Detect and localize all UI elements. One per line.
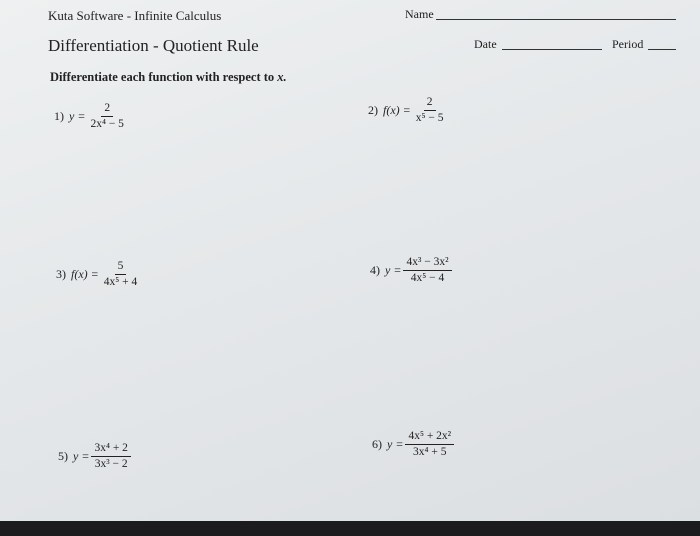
- numerator: 4x³ − 3x²: [403, 256, 451, 271]
- fraction: [405, 430, 454, 459]
- fraction: [413, 96, 447, 125]
- problem-number: 1): [54, 109, 64, 123]
- problem-lhs: f(x) =: [71, 267, 99, 281]
- period-label: Period: [612, 37, 644, 51]
- fraction: [87, 102, 127, 131]
- fraction: [403, 256, 451, 285]
- problem-6: [372, 430, 454, 459]
- name-blank-line: [436, 19, 676, 20]
- period-blank-line: [648, 49, 676, 50]
- worksheet-title: Differentiation - Quotient Rule: [48, 36, 259, 55]
- instructions-variable: x.: [277, 70, 287, 84]
- denominator: 3x³ − 2: [94, 458, 128, 470]
- problem-lhs: y =: [73, 449, 90, 463]
- numerator: 4x⁵ + 2x²: [405, 430, 454, 445]
- instructions: [50, 70, 287, 85]
- numerator: 5: [115, 260, 127, 275]
- date-blank-line: [502, 49, 602, 50]
- problem-number: 3): [56, 267, 66, 281]
- bottom-edge-bar: [0, 521, 700, 536]
- source-label: Kuta Software - Infinite Calculus: [48, 8, 222, 23]
- fraction: [91, 442, 131, 471]
- problem-lhs: y =: [385, 263, 402, 277]
- problem-number: 6): [372, 437, 382, 451]
- denominator: 4x⁵ + 4: [103, 276, 138, 288]
- fraction: [101, 260, 141, 289]
- problem-lhs: y =: [69, 109, 86, 123]
- problem-number: 5): [58, 449, 68, 463]
- problem-3: [56, 260, 140, 289]
- numerator: 2: [101, 102, 113, 117]
- name-label: Name: [405, 7, 434, 21]
- problem-lhs: f(x) =: [383, 103, 411, 117]
- denominator: 4x⁵ − 4: [410, 272, 445, 284]
- problem-number: 4): [370, 263, 380, 277]
- denominator: 3x⁴ + 5: [413, 446, 447, 458]
- instructions-text: Differentiate each function with respect to: [50, 70, 278, 84]
- numerator: 2: [424, 96, 436, 111]
- problem-2: [368, 96, 447, 125]
- denominator: 2x⁴ − 5: [90, 118, 124, 130]
- problem-1: [54, 102, 127, 131]
- denominator: x⁵ − 5: [415, 112, 444, 124]
- problem-number: 2): [368, 103, 378, 117]
- numerator: 3x⁴ + 2: [91, 442, 131, 457]
- problem-4: [370, 256, 452, 285]
- date-label: Date: [474, 37, 497, 51]
- problem-5: [58, 442, 131, 471]
- problem-lhs: y =: [387, 437, 404, 451]
